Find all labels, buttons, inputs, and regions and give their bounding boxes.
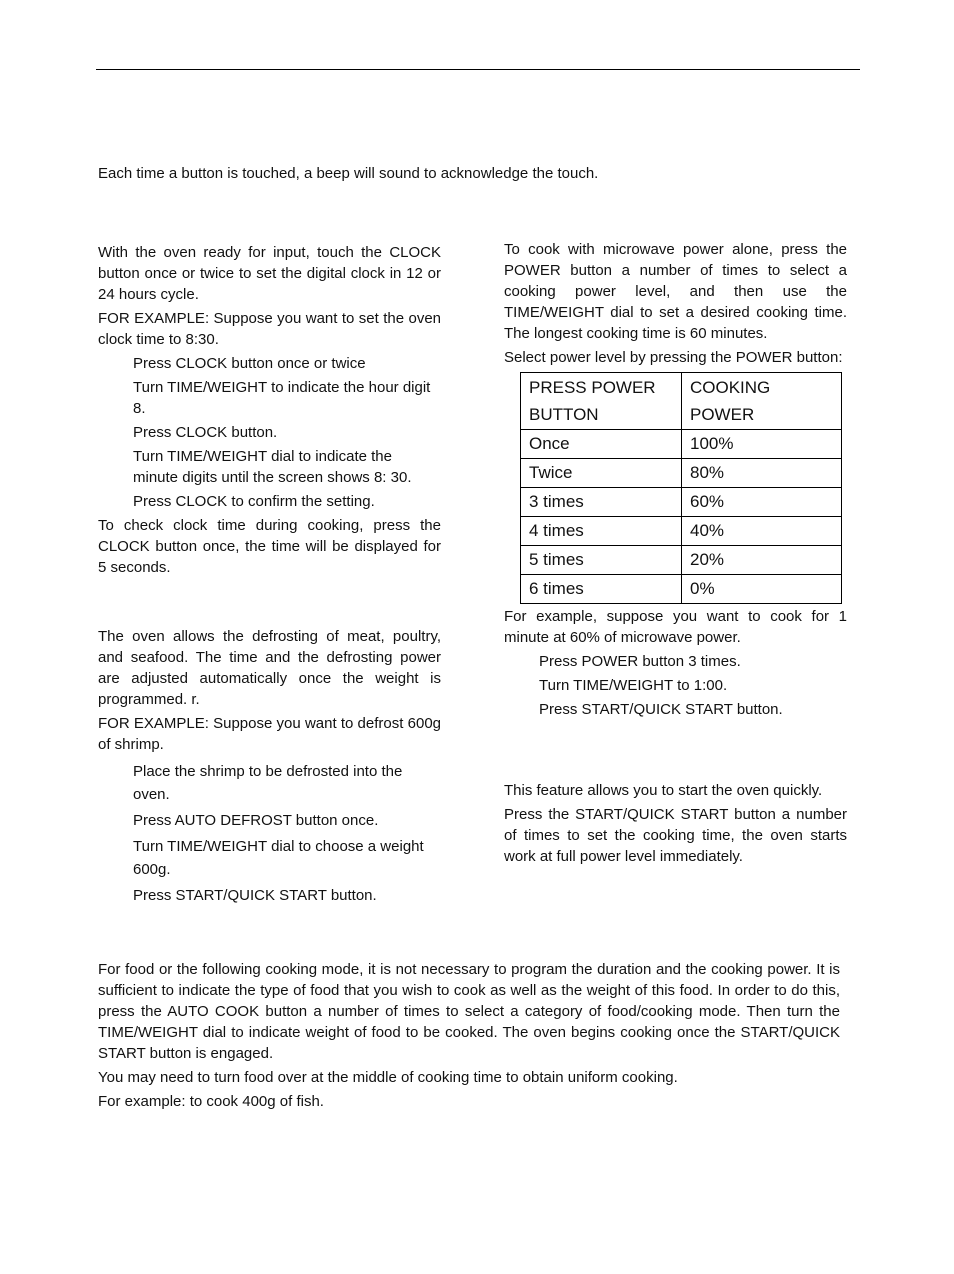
defrost-intro: The oven allows the defrosting of meat, poultry, and seafood. The time and the defrosting power are adjusted automatically once the weight is programmed. r. — [98, 628, 441, 708]
table-cell-press: 5 times — [521, 546, 682, 575]
quick-start-intro: This feature allows you to start the oven quickly. — [504, 782, 823, 799]
table-cell-press: Twice — [521, 459, 682, 488]
table-cell-press: 4 times — [521, 517, 682, 546]
table-row — [521, 430, 842, 459]
table-row — [521, 575, 842, 604]
defrost-step-4: Press START/QUICK START button. — [133, 887, 377, 904]
microwave-intro: To cook with microwave power alone, press the POWER button a number of times to select a cooking power level, and then use the TIME/WEIGHT dial to set a desired cooking time. The longest cooking time is 60 minutes. — [504, 241, 847, 342]
defrost-step-2: Press AUTO DEFROST button once. — [133, 812, 379, 829]
defrost-section — [98, 626, 441, 910]
microwave-select-note: Select power level by pressing the POWER button: — [504, 349, 843, 366]
power-level-table — [520, 372, 842, 604]
defrost-example: FOR EXAMPLE: Suppose you want to defrost 600g of shrimp. — [98, 715, 441, 753]
quick-start-instructions: Press the START/QUICK START button a number of times to set the cooking time, the oven starts work at full power level immediately. — [504, 806, 847, 865]
header-rule — [96, 69, 860, 70]
table-header-row — [521, 373, 842, 430]
clock-section — [98, 242, 441, 581]
table-cell-power: 40% — [682, 517, 842, 546]
quick-start-section — [504, 780, 847, 870]
table-cell-press: Once — [521, 430, 682, 459]
clock-example: FOR EXAMPLE: Suppose you want to set the oven clock time to 8:30. — [98, 310, 441, 348]
table-header-press: PRESS POWER BUTTON — [521, 373, 682, 430]
clock-step-4: Turn TIME/WEIGHT dial to indicate the minute digits until the screen shows 8: 30. — [133, 448, 412, 486]
microwave-example: For example, suppose you want to cook for 1 minute at 60% of microwave power. — [504, 608, 847, 646]
auto-cook-turn-note: You may need to turn food over at the middle of cooking time to obtain uniform cooking. — [98, 1069, 678, 1086]
clock-step-5: Press CLOCK to confirm the setting. — [133, 493, 375, 510]
clock-step-3: Press CLOCK button. — [133, 424, 278, 441]
table-row — [521, 488, 842, 517]
table-row — [521, 517, 842, 546]
clock-check-note: To check clock time during cooking, press the CLOCK button once, the time will be displayed for 5 seconds. — [98, 517, 441, 576]
table-row — [521, 546, 842, 575]
table-row — [521, 459, 842, 488]
microwave-step-3: Press START/QUICK START button. — [539, 701, 783, 718]
clock-step-1: Press CLOCK button once or twice — [133, 355, 366, 372]
auto-cook-example: For example: to cook 400g of fish. — [98, 1093, 324, 1110]
table-cell-press: 6 times — [521, 575, 682, 604]
defrost-step-3: Turn TIME/WEIGHT dial to choose a weight 600g. — [133, 838, 424, 878]
table-cell-press: 3 times — [521, 488, 682, 517]
intro-text: Each time a button is touched, a beep will sound to acknowledge the touch. — [98, 165, 599, 182]
clock-step-2: Turn TIME/WEIGHT to indicate the hour digit 8. — [133, 379, 431, 417]
table-cell-power: 0% — [682, 575, 842, 604]
table-cell-power: 80% — [682, 459, 842, 488]
auto-cook-intro: For food or the following cooking mode, it is not necessary to program the duration and the cooking power. It is sufficient to indicate the type of food that you wish to cook as well as the weight of this food. In order to do this, press the AUTO COOK button a number of times to select a category of food/cooking mode. Then turn the TIME/WEIGHT dial to indicate weight of food to be cooked. The oven begins cooking once the START/QUICK START button is engaged. — [98, 961, 840, 1062]
microwave-step-2: Turn TIME/WEIGHT to 1:00. — [539, 677, 728, 694]
table-header-cooking-power: COOKING POWER — [682, 373, 842, 430]
microwave-step-1: Press POWER button 3 times. — [539, 653, 741, 670]
table-cell-power: 20% — [682, 546, 842, 575]
microwave-section — [504, 239, 847, 723]
clock-intro: With the oven ready for input, touch the CLOCK button once or twice to set the digital clock in 12 or 24 hours cycle. — [98, 244, 441, 303]
table-cell-power: 100% — [682, 430, 842, 459]
auto-cook-section — [98, 959, 840, 1115]
defrost-step-1: Place the shrimp to be defrosted into the oven. — [133, 763, 403, 803]
table-cell-power: 60% — [682, 488, 842, 517]
